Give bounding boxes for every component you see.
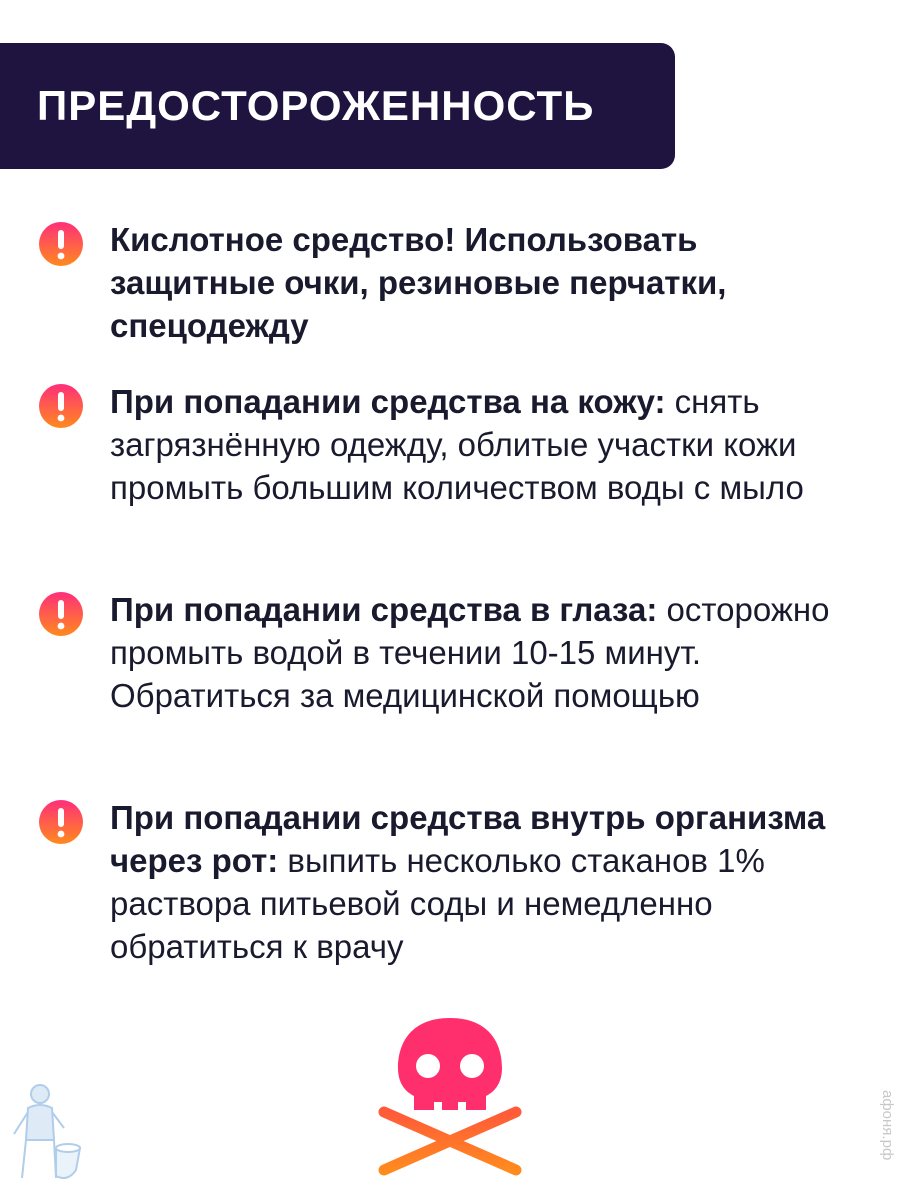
title-banner bbox=[0, 43, 675, 169]
warning-normal: осторожно промыть водой в течении 10-15 минут. Обратиться за медицинской помощью bbox=[110, 591, 830, 714]
warning-bold: При попадании средства на кожу: bbox=[110, 383, 666, 420]
page-title: ПРЕДОСТОРОЖЕННОСТЬ bbox=[37, 82, 595, 129]
exclamation-circle-icon bbox=[38, 799, 84, 845]
warning-text bbox=[110, 588, 870, 717]
plumber-mascot-icon bbox=[6, 1078, 84, 1190]
warning-bold: При попадании средства в глаза: bbox=[110, 591, 658, 628]
exclamation-circle-icon bbox=[38, 591, 84, 637]
warning-text bbox=[110, 380, 870, 509]
warning-normal: снять загрязнённую одежду, облитые участки кожи промыть большим количеством воды с мыло bbox=[110, 383, 804, 506]
exclamation-circle-icon bbox=[38, 383, 84, 429]
exclamation-circle-icon bbox=[38, 221, 84, 267]
warning-bold: При попадании средства внутрь организма через рот: bbox=[110, 799, 826, 879]
warning-normal: выпить несколько стаканов 1% раствора питьевой соды и немедленно обратиться к врачу bbox=[110, 842, 765, 965]
warning-text bbox=[110, 218, 870, 347]
warning-bold: Кислотное средство! Использовать защитные очки, резиновые перчатки, спецодежду bbox=[110, 221, 727, 344]
watermark: афоня.рф bbox=[879, 1090, 896, 1161]
warning-text bbox=[110, 796, 870, 968]
skull-crossbones-icon bbox=[376, 1016, 524, 1178]
